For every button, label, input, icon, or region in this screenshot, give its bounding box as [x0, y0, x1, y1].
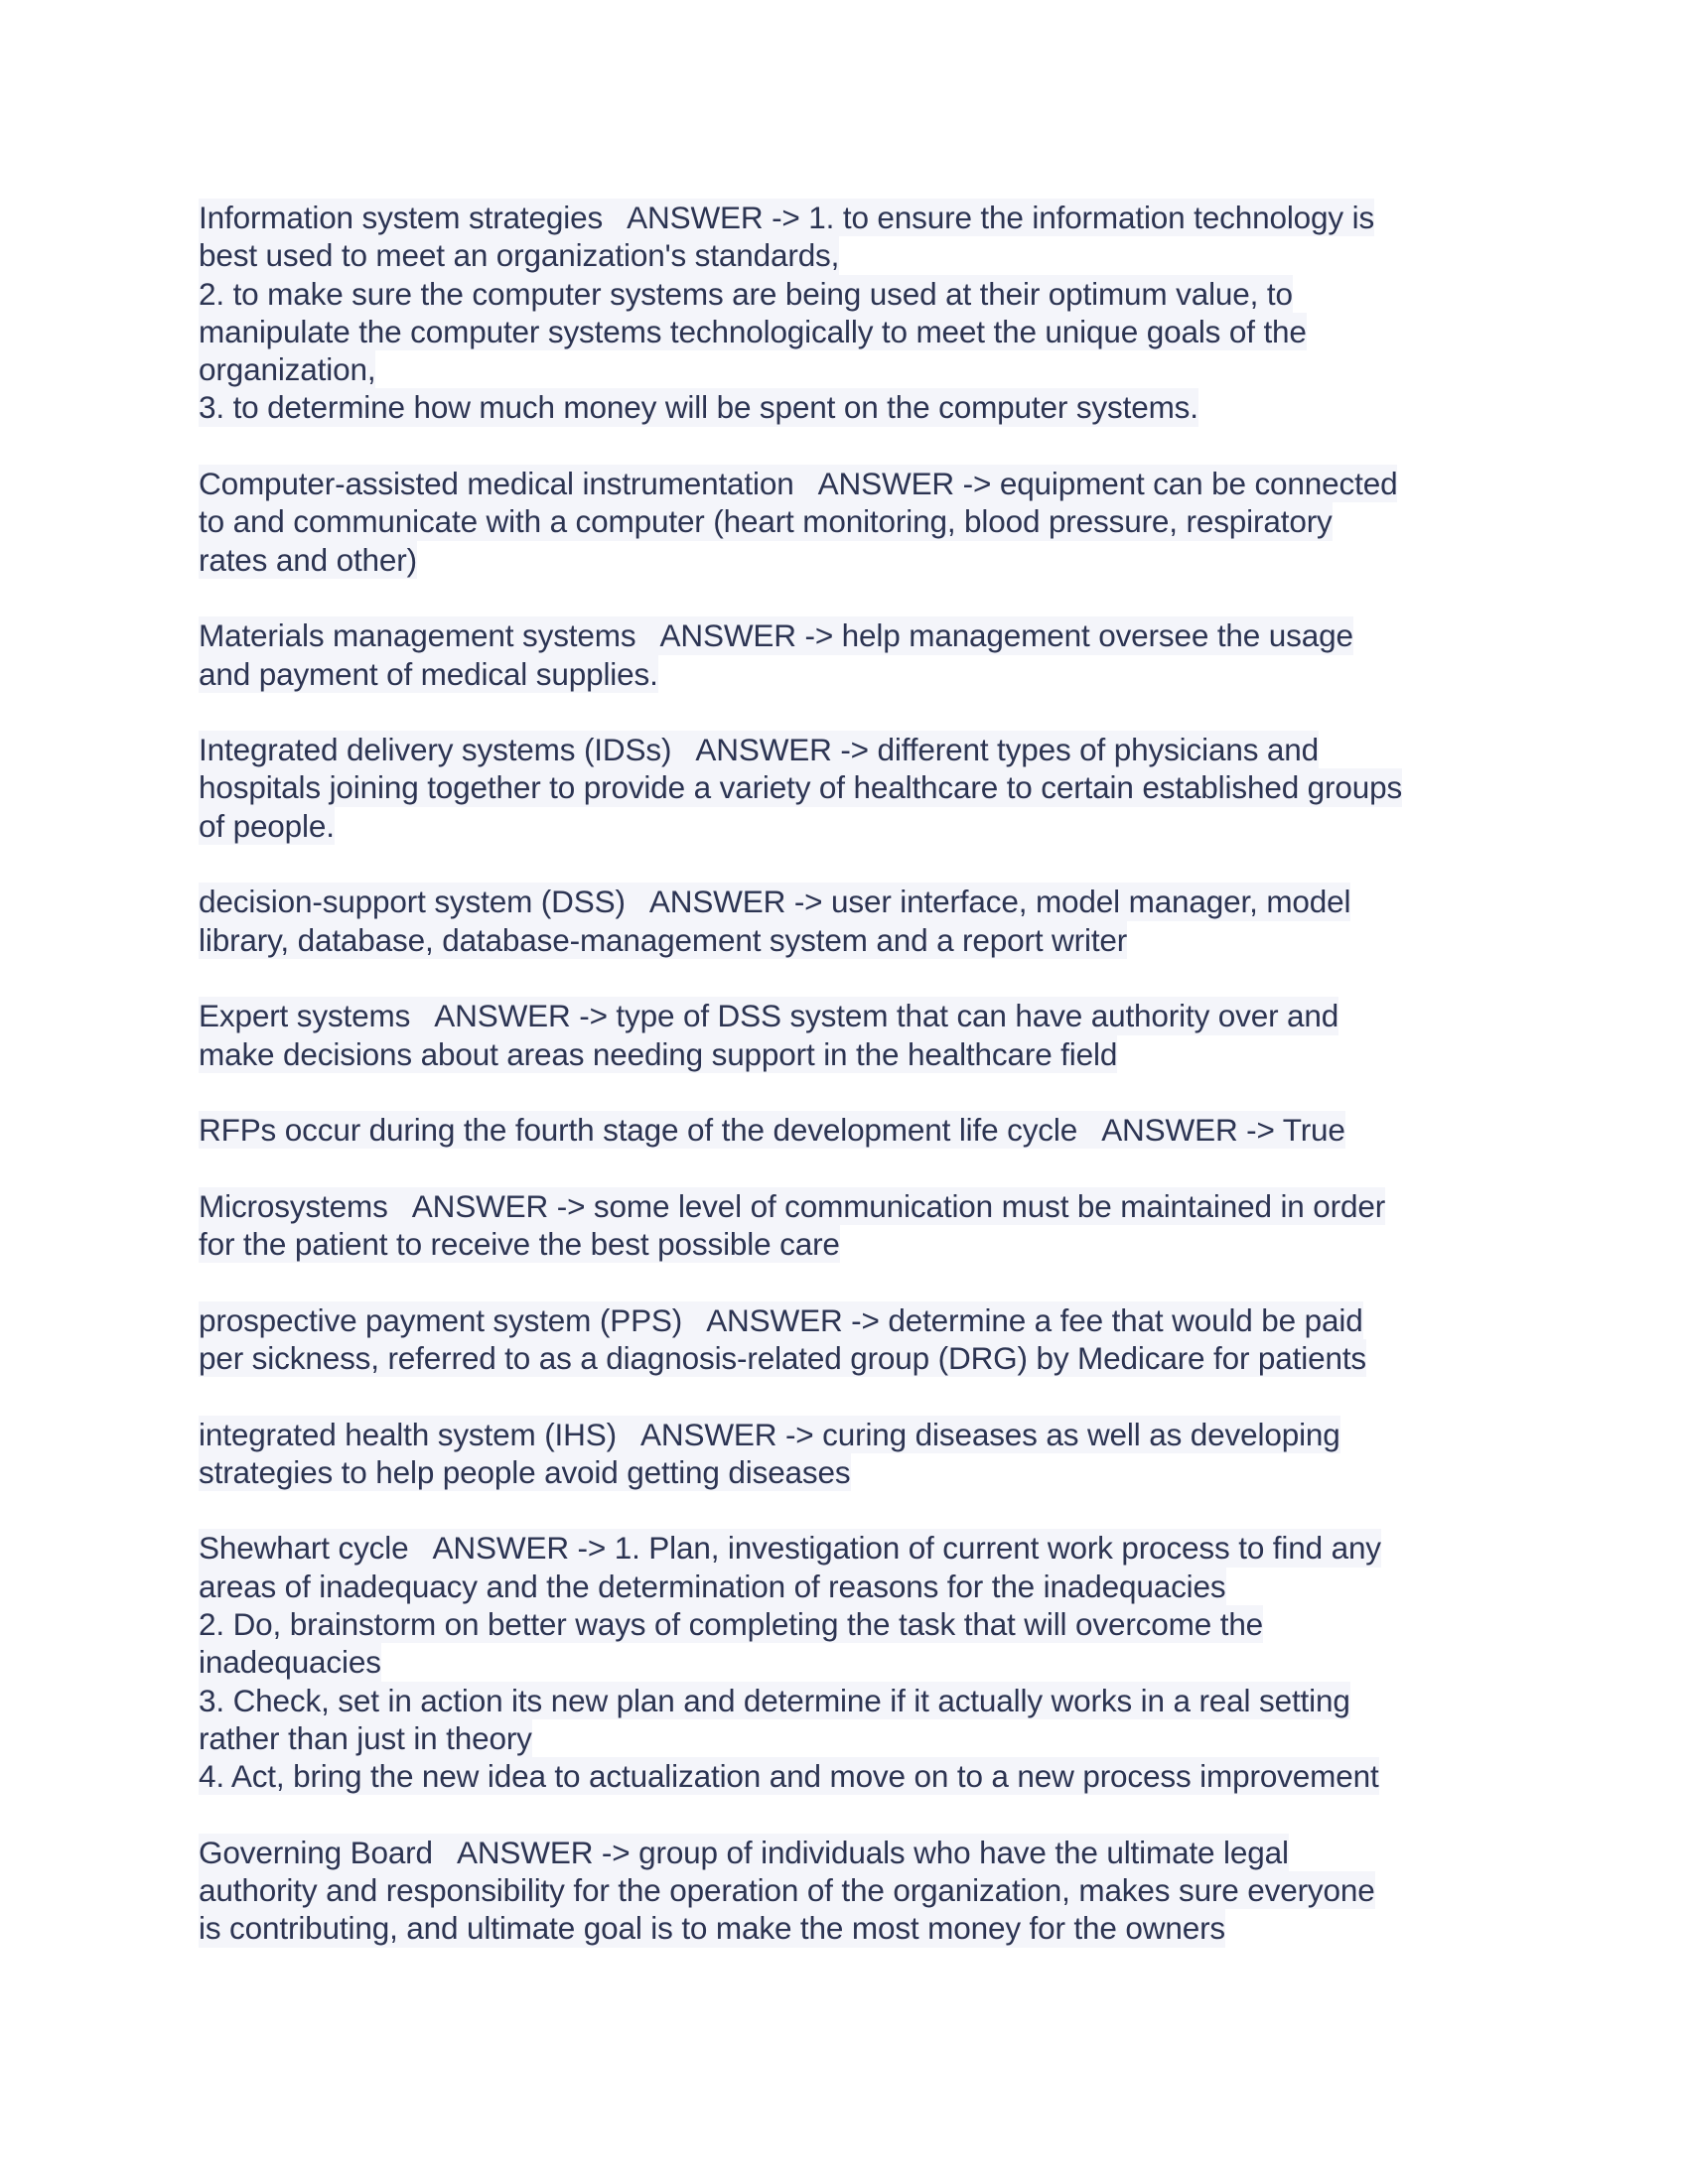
- qa-line: to and communicate with a computer (heart monitoring, blood pressure, respiratory: [199, 503, 1333, 540]
- qa-entry-microsystems: [199, 1187, 1489, 1264]
- qa-line: 2. to make sure the computer systems are being used at their optimum value, to: [199, 275, 1293, 312]
- qa-line: of people.: [199, 807, 335, 844]
- qa-line: prospective payment system (PPS) ANSWER -> determine a fee that would be paid: [199, 1301, 1363, 1338]
- qa-line: 3. to determine how much money will be spent on the computer systems.: [199, 389, 1198, 426]
- qa-line: make decisions about areas needing support in the healthcare field: [199, 1035, 1118, 1072]
- qa-line: RFPs occur during the fourth stage of the development life cycle ANSWER -> True: [199, 1112, 1345, 1149]
- qa-line: organization,: [199, 351, 376, 388]
- qa-line: library, database, database-management system and a report writer: [199, 921, 1128, 958]
- qa-line: Governing Board ANSWER -> group of individuals who have the ultimate legal: [199, 1834, 1289, 1870]
- qa-line: Materials management systems ANSWER -> help management oversee the usage: [199, 617, 1353, 654]
- qa-entry-prospective-payment-system: [199, 1301, 1489, 1378]
- qa-entry-decision-support-system: [199, 883, 1489, 959]
- qa-line: Computer-assisted medical instrumentation ANSWER -> equipment can be connected: [199, 466, 1398, 502]
- qa-entry-shewhart-cycle: [199, 1529, 1489, 1795]
- qa-line: Integrated delivery systems (IDSs) ANSWER -> different types of physicians and: [199, 732, 1320, 768]
- qa-line: is contributing, and ultimate goal is to make the most money for the owners: [199, 1910, 1226, 1947]
- qa-line: areas of inadequacy and the determination of reasons for the inadequacies: [199, 1568, 1226, 1604]
- qa-line: 3. Check, set in action its new plan and determine if it actually works in a real setting: [199, 1682, 1350, 1718]
- qa-line: best used to meet an organization's standards,: [199, 237, 840, 274]
- qa-line: 2. Do, brainstorm on better ways of completing the task that will overcome the: [199, 1605, 1264, 1642]
- qa-entry-expert-systems: [199, 997, 1489, 1073]
- qa-entry-integrated-delivery-systems: [199, 731, 1489, 845]
- qa-line: inadequacies: [199, 1644, 381, 1681]
- qa-line: Microsystems ANSWER -> some level of communication must be maintained in order: [199, 1187, 1386, 1224]
- qa-entry-information-system-strategies: [199, 199, 1489, 427]
- qa-line: for the patient to receive the best possible care: [199, 1226, 840, 1263]
- qa-line: authority and responsibility for the operation of the organization, makes sure everyone: [199, 1872, 1375, 1909]
- qa-line: integrated health system (IHS) ANSWER -> curing diseases as well as developing: [199, 1416, 1340, 1452]
- qa-entry-integrated-health-system: [199, 1416, 1489, 1492]
- qa-line: decision-support system (DSS) ANSWER -> user interface, model manager, model: [199, 884, 1351, 920]
- qa-entry-computer-assisted-medical-instrumentation: [199, 465, 1489, 579]
- qa-line: rather than just in theory: [199, 1719, 532, 1756]
- qa-line: Shewhart cycle ANSWER -> 1. Plan, investigation of current work process to find any: [199, 1530, 1381, 1567]
- qa-line: Expert systems ANSWER -> type of DSS system that can have authority over and: [199, 998, 1339, 1034]
- qa-line: per sickness, referred to as a diagnosis-related group (DRG) by Medicare for patients: [199, 1339, 1367, 1376]
- qa-line: strategies to help people avoid getting diseases: [199, 1453, 851, 1490]
- qa-line: rates and other): [199, 541, 417, 578]
- qa-line: Information system strategies ANSWER -> 1. to ensure the information technology is: [199, 200, 1375, 235]
- qa-line: 4. Act, bring the new idea to actualization and move on to a new process improvement: [199, 1758, 1379, 1795]
- qa-line: and payment of medical supplies.: [199, 655, 658, 692]
- qa-line: hospitals joining together to provide a variety of healthcare to certain established groups: [199, 769, 1403, 806]
- qa-entry-governing-board: [199, 1834, 1489, 1948]
- qa-entry-materials-management-systems: [199, 616, 1489, 693]
- qa-line: manipulate the computer systems technologically to meet the unique goals of the: [199, 313, 1307, 349]
- qa-entry-rfps: [199, 1111, 1489, 1149]
- document-page: [199, 199, 1489, 1985]
